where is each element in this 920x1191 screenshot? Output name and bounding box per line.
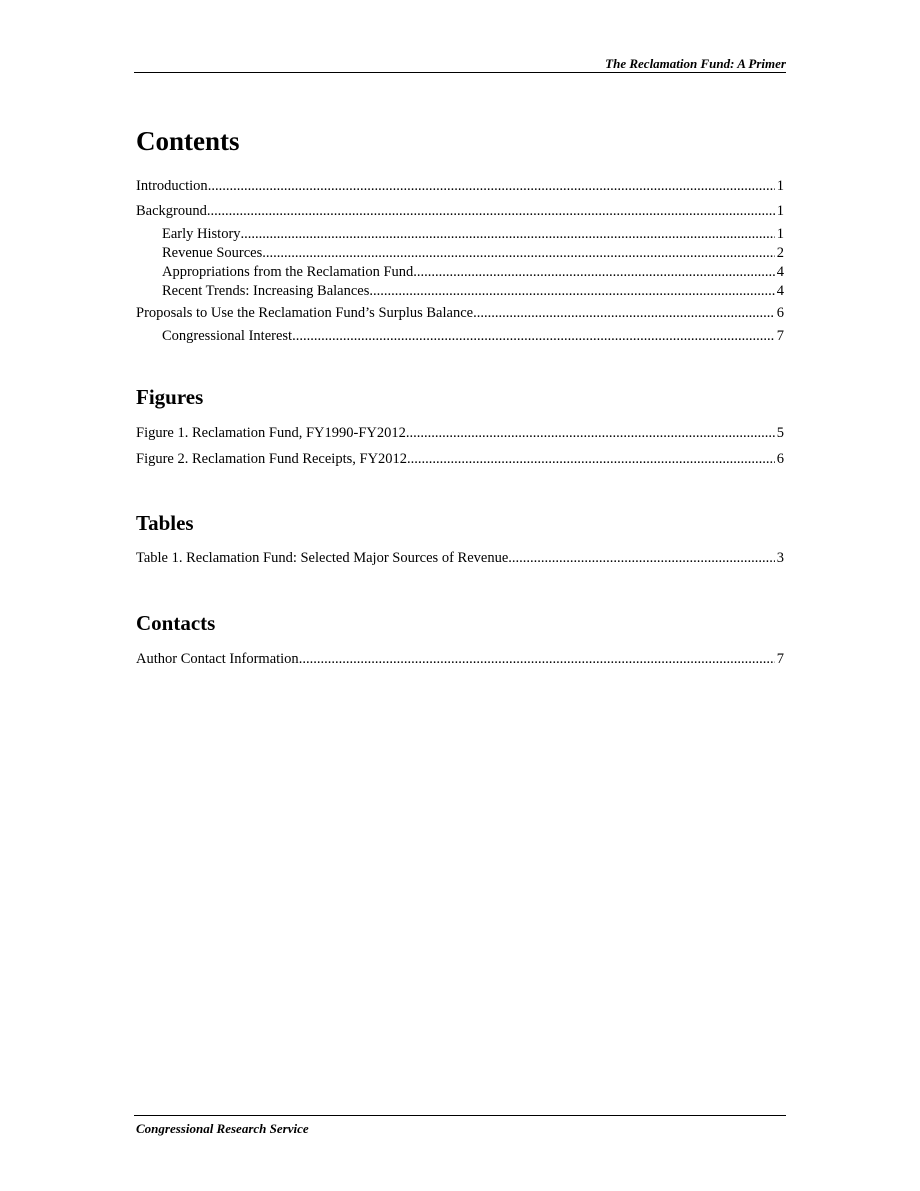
toc-entry-early-history[interactable]	[162, 225, 784, 244]
toc-entry-table-1[interactable]	[136, 549, 784, 568]
toc-entry-page: 6	[776, 451, 784, 467]
toc-entry-title: Early History	[162, 226, 241, 242]
toc-entry-page: 5	[776, 425, 784, 441]
toc-entry-page: 7	[776, 651, 784, 667]
dot-leader	[406, 424, 775, 443]
dot-leader	[473, 304, 775, 323]
running-footer-publisher: Congressional Research Service	[136, 1121, 309, 1136]
toc-entry-figure-2[interactable]	[136, 450, 784, 469]
toc-entry-introduction[interactable]	[136, 177, 784, 196]
dot-leader	[508, 549, 774, 568]
toc-entry-proposals[interactable]	[136, 304, 784, 323]
running-footer	[134, 1115, 786, 1137]
dot-leader	[292, 327, 775, 346]
toc-entry-title: Introduction	[136, 178, 208, 194]
dot-leader	[241, 225, 775, 244]
toc-entry-title: Proposals to Use the Reclamation Fund’s Surplus Balance	[136, 305, 474, 321]
contents-heading: Contents	[136, 126, 240, 156]
toc-entry-congressional-interest[interactable]	[162, 327, 784, 346]
toc-entry-title: Recent Trends: Increasing Balances	[162, 283, 370, 299]
dot-leader	[407, 450, 775, 469]
toc-entry-page: 3	[776, 550, 784, 566]
toc-entry-page: 4	[776, 283, 784, 299]
toc-entry-title: Congressional Interest	[162, 328, 293, 344]
dot-leader	[207, 202, 775, 221]
toc-entry-page: 4	[776, 264, 784, 280]
toc-entry-figure-1[interactable]	[136, 424, 784, 443]
toc-entry-page: 1	[776, 226, 784, 242]
toc-entry-author-contact[interactable]	[136, 650, 784, 669]
running-header	[134, 55, 786, 73]
toc-entry-appropriations[interactable]	[162, 263, 784, 282]
toc-entry-title: Revenue Sources	[162, 245, 263, 261]
toc-entry-page: 7	[776, 328, 784, 344]
dot-leader	[369, 282, 774, 301]
dot-leader	[413, 263, 774, 282]
toc-entry-page: 2	[776, 245, 784, 261]
toc-entry-recent-trends[interactable]	[162, 282, 784, 301]
tables-heading: Tables	[136, 511, 194, 535]
toc-entry-title: Figure 2. Reclamation Fund Receipts, FY2012	[136, 451, 408, 467]
dot-leader	[299, 650, 775, 669]
figures-heading: Figures	[136, 385, 204, 409]
toc-entry-page: 1	[776, 203, 784, 219]
dot-leader	[262, 244, 774, 263]
toc-entry-revenue-sources[interactable]	[162, 244, 784, 263]
running-header-title: The Reclamation Fund: A Primer	[605, 56, 786, 71]
toc-entry-title: Author Contact Information	[136, 651, 299, 667]
toc-entry-title: Appropriations from the Reclamation Fund	[162, 264, 414, 280]
toc-entry-background[interactable]	[136, 202, 784, 221]
toc-entry-page: 6	[776, 305, 784, 321]
dot-leader	[208, 177, 775, 196]
toc-entry-page: 1	[776, 178, 784, 194]
toc-entry-title: Figure 1. Reclamation Fund, FY1990-FY2012	[136, 425, 406, 441]
toc-entry-title: Background	[136, 203, 207, 219]
toc-entry-title: Table 1. Reclamation Fund: Selected Major Sources of Revenue	[136, 550, 509, 566]
contacts-heading: Contacts	[136, 611, 216, 635]
